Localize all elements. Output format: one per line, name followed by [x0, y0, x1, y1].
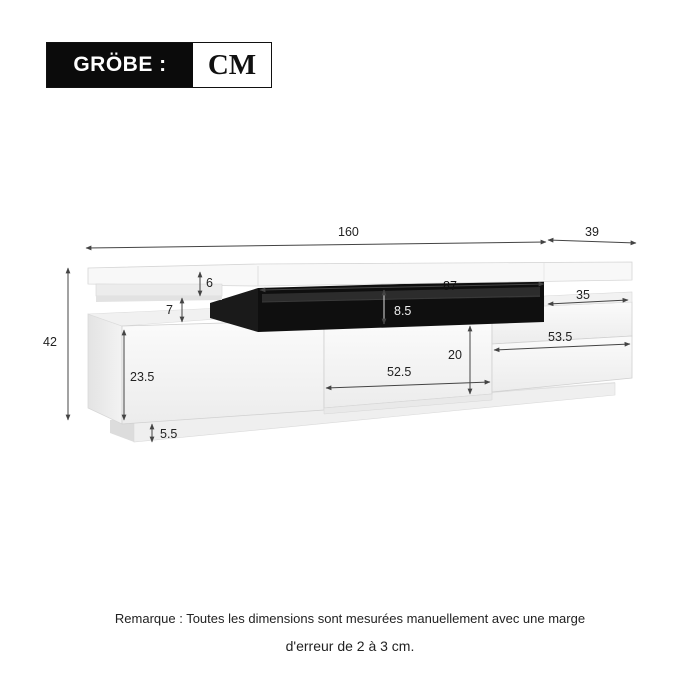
label-glass-shelf: 87: [443, 279, 457, 293]
label-glass-gap: 8.5: [394, 304, 412, 318]
remark-note-line-1: Remarque : Toutes les dimensions sont mesurées manuellement avec une marge: [114, 611, 586, 626]
dimension-line-width: [86, 242, 546, 248]
remark-note-line-2: d'erreur de 2 à 3 cm.: [285, 638, 415, 654]
label-side-shelf: 35: [576, 288, 590, 302]
label-plinth-height: 5.5: [160, 427, 178, 441]
top-left-spacer: [96, 284, 222, 296]
cabinet-side-face: [88, 314, 122, 424]
dimension-line-depth: [548, 240, 636, 243]
unit-label: CM: [193, 43, 271, 87]
label-open-gap: 7: [166, 303, 173, 317]
label-center-drawer-width: 52.5: [387, 365, 412, 379]
label-width-total: 160: [338, 225, 359, 239]
label-height-total: 42: [43, 335, 57, 349]
label-right-drawer-width: 53.5: [548, 330, 573, 344]
top-left-shelf: [96, 296, 222, 302]
size-label: GRÖBE :: [47, 43, 193, 87]
top-board: [88, 262, 632, 286]
label-top-shelf: 6: [206, 276, 213, 290]
label-depth: 39: [585, 225, 599, 239]
label-center-drawer-height: 20: [448, 348, 462, 362]
label-left-cabinet-height: 23.5: [130, 370, 155, 384]
